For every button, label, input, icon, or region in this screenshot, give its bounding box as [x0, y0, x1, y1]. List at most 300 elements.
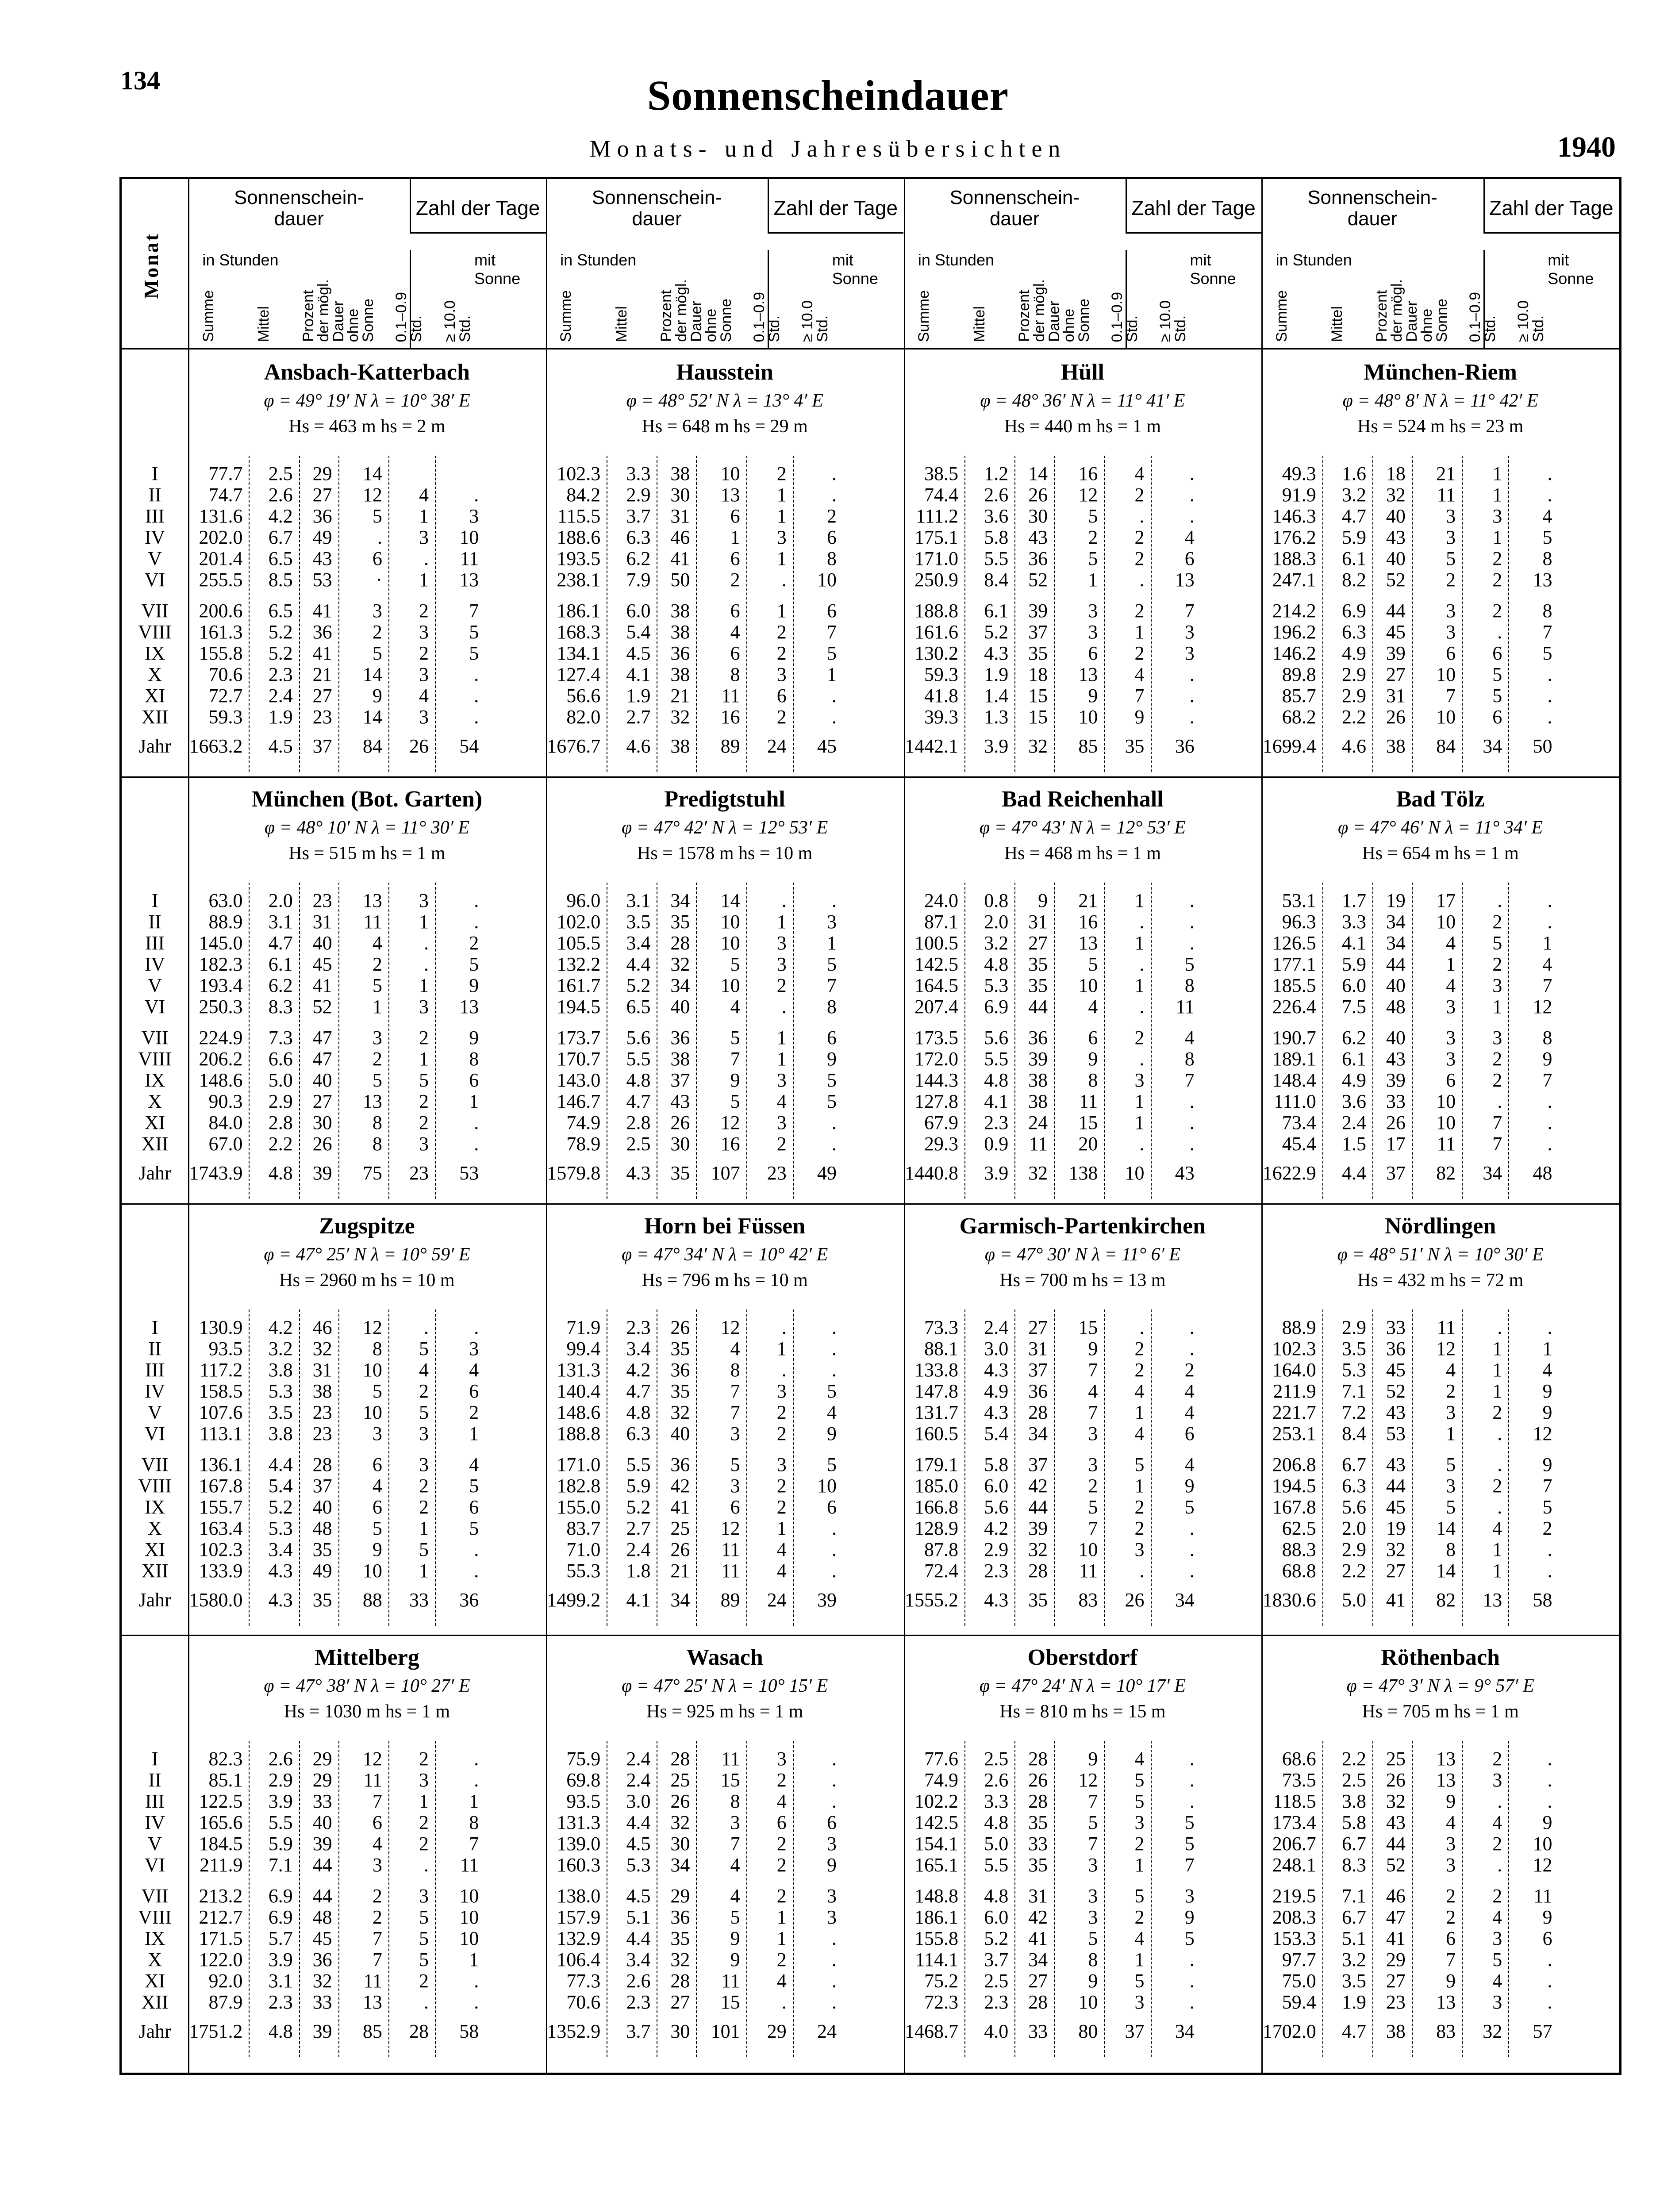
header-ohne-sonne: ohne Sonne [1418, 298, 1450, 342]
table-cell: 29 [767, 2020, 787, 2042]
table-cell: 6.2 [626, 548, 651, 569]
table-cell: 7 [1492, 1133, 1502, 1155]
table-cell: 1 [419, 1560, 429, 1582]
table-cell: 31 [1386, 685, 1406, 707]
table-cell: 2 [776, 1475, 787, 1497]
table-cell: . [781, 1359, 787, 1381]
table-cell: . [424, 548, 429, 569]
table-cell: 2 [419, 642, 429, 664]
station-coordinates: φ = 47° 3′ N λ = 9° 57′ E [1346, 1676, 1534, 1696]
table-cell: 115.5 [557, 505, 601, 527]
table-cell: 6 [469, 1496, 479, 1518]
table-cell: 39 [817, 1589, 837, 1611]
table-cell: 40 [670, 1423, 690, 1444]
table-cell: 27 [312, 1091, 332, 1112]
table-cell: 7 [730, 1402, 740, 1423]
table-cell: 46 [670, 526, 690, 548]
station-block [546, 1635, 904, 2062]
table-cell: . [1189, 1560, 1195, 1582]
table-cell: 6.5 [626, 996, 651, 1018]
table-cell: 7 [1184, 1854, 1195, 1876]
table-cell: 11 [1533, 1885, 1552, 1907]
table-cell: 7 [1446, 1949, 1456, 1970]
table-cell: 2 [419, 1112, 429, 1133]
month-label: Jahr [138, 1589, 171, 1611]
table-cell: 1 [1492, 1380, 1502, 1402]
table-cell: 127.4 [557, 664, 601, 685]
table-cell: 4.4 [626, 953, 651, 975]
table-cell: 4 [776, 1091, 787, 1112]
table-cell: 3.5 [1341, 1338, 1366, 1359]
table-cell: 24 [1028, 1112, 1048, 1133]
station-name: Horn bei Füssen [644, 1214, 806, 1239]
table-cell: 2.0 [1341, 1517, 1366, 1539]
table-cell: 45 [1386, 621, 1406, 643]
table-cell: 5 [1542, 642, 1552, 664]
table-cell: 9 [1184, 1475, 1195, 1497]
table-cell: 77.6 [924, 1748, 958, 1770]
table-cell: 1 [1446, 1423, 1456, 1444]
table-cell: 132.9 [557, 1928, 601, 1949]
table-cell: 3 [419, 1133, 429, 1155]
table-cell: 2 [1088, 526, 1098, 548]
table-cell: 37 [1028, 1359, 1048, 1381]
table-cell: 100.5 [914, 932, 958, 954]
table-cell: 45 [312, 1928, 332, 1949]
table-cell: 11 [1079, 1560, 1098, 1582]
table-cell: 15 [1028, 706, 1048, 728]
table-cell: . [832, 1359, 837, 1381]
table-cell: 43 [1386, 1454, 1406, 1475]
table-cell: 3 [419, 1885, 429, 1907]
table-cell: . [1547, 706, 1552, 728]
table-cell: 88.9 [208, 911, 243, 933]
table-cell: 83.7 [566, 1517, 601, 1539]
table-cell: 39 [312, 1162, 332, 1184]
header-summe: Summe [1273, 290, 1290, 342]
table-cell: . [1497, 1790, 1502, 1812]
table-cell: 5 [1542, 1496, 1552, 1518]
table-cell: 3.9 [984, 1162, 1009, 1184]
table-cell: 3 [419, 1454, 429, 1475]
table-cell: 75 [362, 1162, 382, 1184]
table-cell: 37 [670, 1069, 690, 1091]
table-cell: 3 [372, 1854, 382, 1876]
table-cell: 7 [1088, 1517, 1098, 1539]
table-cell: 6 [1184, 548, 1195, 569]
month-label: V [148, 1402, 162, 1423]
header-01-09: 0.1–0.9 Std. [1108, 292, 1141, 342]
table-cell: 6 [372, 1496, 382, 1518]
table-cell: 6 [730, 505, 740, 527]
table-cell: 3 [1492, 975, 1502, 996]
table-cell: 45 [1386, 1496, 1406, 1518]
header-in-stunden: in Stunden [918, 251, 994, 269]
table-cell: . [1497, 1854, 1502, 1876]
table-cell: 5 [372, 642, 382, 664]
table-cell: 3 [419, 890, 429, 911]
month-label: VI [144, 1854, 165, 1876]
table-cell: 25 [1386, 1748, 1406, 1770]
table-cell: . [832, 685, 837, 707]
table-cell: 3 [1446, 526, 1456, 548]
table-cell: 5 [1184, 1812, 1195, 1833]
table-cell: 7 [1542, 1069, 1552, 1091]
station-block [188, 776, 546, 1203]
table-cell: 4 [730, 1854, 740, 1876]
header-ohne-sonne: ohne Sonne [345, 298, 377, 342]
table-cell: 40 [312, 1812, 332, 1833]
page-year: 1940 [1557, 131, 1616, 163]
table-cell: 10 [720, 975, 740, 996]
table-cell: 34 [1175, 2020, 1195, 2042]
table-cell: . [474, 1112, 479, 1133]
table-cell: 5.2 [626, 1496, 651, 1518]
table-cell: 3 [1492, 505, 1502, 527]
table-cell: 7 [1088, 1402, 1098, 1423]
table-cell: 2.0 [268, 890, 293, 911]
table-cell: 6.0 [984, 1906, 1009, 1928]
table-cell: 5.5 [626, 1454, 651, 1475]
table-cell: 4 [1134, 463, 1145, 484]
table-cell: 39 [1386, 1069, 1406, 1091]
table-cell: 2 [1088, 1475, 1098, 1497]
header-10: ≥ 10.0 Std. [1157, 300, 1189, 342]
table-cell: 5 [469, 1475, 479, 1497]
table-cell: 5 [730, 1906, 740, 1928]
table-cell: 5.2 [268, 1496, 293, 1518]
table-cell: 34 [670, 1589, 690, 1611]
table-cell: 3.3 [984, 1790, 1009, 1812]
table-cell: 88.1 [924, 1338, 958, 1359]
table-cell: 2 [1492, 1833, 1502, 1855]
table-cell: 2.2 [1341, 1748, 1366, 1770]
table-cell: 59.3 [924, 664, 958, 685]
table-cell: 11 [363, 1970, 382, 1992]
table-cell: 2 [1492, 600, 1502, 622]
table-cell: 3.7 [626, 2020, 651, 2042]
header-sonnenschein: Sonnenschein- dauer [1307, 187, 1437, 230]
table-cell: 3 [1184, 621, 1195, 643]
table-cell: 3 [1492, 1928, 1502, 1949]
table-cell: 3 [776, 1380, 787, 1402]
table-cell: 7 [1542, 621, 1552, 643]
table-cell: 34 [1175, 1589, 1195, 1611]
month-label: I [151, 1748, 158, 1770]
table-cell: 117.2 [200, 1359, 243, 1381]
table-cell: 5.9 [268, 1833, 293, 1855]
table-cell: 4.8 [984, 1885, 1009, 1907]
table-cell: 40 [1386, 548, 1406, 569]
table-cell: 3 [827, 1833, 837, 1855]
header-prozent: Prozent der mögl. Dauer [657, 279, 705, 342]
table-cell: 4.4 [626, 1928, 651, 1949]
header-mit-sonne: mit Sonne [474, 251, 521, 288]
table-cell: 188.6 [557, 526, 601, 548]
station-coordinates: φ = 48° 52′ N λ = 13° 4′ E [626, 391, 823, 411]
table-cell: 1580.0 [189, 1589, 243, 1611]
station-name: Bad Tölz [1396, 787, 1485, 812]
table-cell: 5.0 [1341, 1589, 1366, 1611]
table-cell: 4.8 [984, 953, 1009, 975]
table-cell: 2 [372, 1048, 382, 1070]
table-cell: 11 [1437, 484, 1456, 506]
header-prozent: Prozent der mögl. Dauer [1373, 279, 1421, 342]
table-cell: 3 [1134, 1812, 1145, 1833]
table-cell: 2.6 [626, 1970, 651, 1992]
table-cell: 2 [1134, 484, 1145, 506]
header-01-09: 0.1–0.9 Std. [751, 292, 783, 342]
month-label: V [148, 975, 162, 996]
table-cell: 48 [1386, 996, 1406, 1018]
table-cell: 1.9 [626, 685, 651, 707]
table-cell: 4.8 [268, 1162, 293, 1184]
table-cell: 82.3 [208, 1748, 243, 1770]
table-cell: 85 [1078, 735, 1098, 757]
table-cell: . [1189, 484, 1195, 506]
month-label: IV [144, 1812, 165, 1833]
station-height: Hs = 524 m hs = 23 m [1357, 416, 1524, 437]
table-cell: 182.3 [199, 953, 243, 975]
table-cell: 40 [312, 1069, 332, 1091]
table-cell: 34 [1386, 911, 1406, 933]
table-cell: . [1547, 685, 1552, 707]
table-cell: 1 [1134, 890, 1145, 911]
table-cell: 2 [776, 642, 787, 664]
table-cell: 2 [827, 505, 837, 527]
table-cell: 7 [372, 1790, 382, 1812]
header-10: ≥ 10.0 Std. [799, 300, 831, 342]
table-cell: 3 [419, 996, 429, 1018]
table-cell: 6.9 [268, 1885, 293, 1907]
table-cell: 6.2 [1341, 1027, 1366, 1048]
table-cell: . [1497, 621, 1502, 643]
table-cell: 6 [827, 1812, 837, 1833]
table-cell: 4.7 [1341, 505, 1366, 527]
table-cell: 6 [730, 1496, 740, 1518]
table-cell: 1 [776, 1906, 787, 1928]
table-cell: . [1139, 1133, 1145, 1155]
table-cell: 4.5 [268, 735, 293, 757]
table-cell: 2.3 [268, 664, 293, 685]
table-cell: 7 [827, 621, 837, 643]
table-cell: 5 [1184, 1496, 1195, 1518]
table-cell: 5 [827, 1454, 837, 1475]
table-cell: 6 [1184, 1423, 1195, 1444]
table-cell: 186.1 [557, 600, 601, 622]
table-cell: 1702.0 [1262, 2020, 1316, 2042]
table-cell: 36 [670, 1359, 690, 1381]
table-cell: 190.7 [1272, 1027, 1316, 1048]
table-cell: 1 [776, 911, 787, 933]
table-cell: 74.7 [208, 484, 243, 506]
table-cell: 49.3 [1282, 463, 1316, 484]
table-cell: . [832, 1928, 837, 1949]
month-label: II [148, 1338, 161, 1359]
table-cell: . [1189, 1091, 1195, 1112]
table-cell: 5 [1088, 953, 1098, 975]
table-cell: 2.9 [1341, 685, 1366, 707]
month-label: I [151, 890, 158, 911]
header-in-stunden: in Stunden [1276, 251, 1352, 269]
table-cell: 6 [1088, 1027, 1098, 1048]
table-cell: 3 [827, 1906, 837, 1928]
table-cell: 36 [1175, 735, 1195, 757]
table-cell: 1.9 [984, 664, 1009, 685]
table-cell: 78.9 [566, 1133, 601, 1155]
table-cell: 9 [469, 975, 479, 996]
month-label: X [148, 1091, 162, 1112]
table-cell: 5.5 [268, 1812, 293, 1833]
table-cell: 9 [1088, 1048, 1098, 1070]
table-cell: 8.5 [268, 569, 293, 591]
table-cell: 107 [711, 1162, 740, 1184]
table-cell: 1 [469, 1423, 479, 1444]
table-cell: 12 [720, 1112, 740, 1133]
table-cell: 30 [670, 1833, 690, 1855]
table-cell: 3 [1446, 505, 1456, 527]
monat-header [122, 179, 188, 349]
table-cell: . [1139, 569, 1145, 591]
table-cell: . [1547, 1133, 1552, 1155]
table-cell: 9 [1088, 1970, 1098, 1992]
table-cell: 3 [1446, 996, 1456, 1018]
table-cell: 3 [469, 1338, 479, 1359]
table-cell: 6 [1542, 1928, 1552, 1949]
table-cell: 27 [1028, 1317, 1048, 1338]
table-cell: . [1189, 1539, 1195, 1560]
table-cell: 1468.7 [904, 2020, 958, 2042]
station-coordinates: φ = 47° 25′ N λ = 10° 15′ E [622, 1676, 828, 1696]
table-cell: 193.4 [199, 975, 243, 996]
table-cell: 56.6 [566, 685, 601, 707]
table-cell: 4.4 [1341, 1162, 1366, 1184]
table-cell: 5 [1184, 953, 1195, 975]
month-label: XII [141, 1133, 169, 1155]
column-header [904, 179, 1262, 349]
station-block [188, 1203, 546, 1630]
table-cell: 2.7 [626, 1517, 651, 1539]
table-cell: 38 [1028, 1091, 1048, 1112]
table-cell: 7 [1542, 1475, 1552, 1497]
table-cell: 165.1 [914, 1854, 958, 1876]
table-cell: 238.1 [557, 569, 601, 591]
table-cell: 26 [670, 1317, 690, 1338]
table-cell: 2 [776, 1423, 787, 1444]
month-label: XI [144, 1112, 165, 1133]
table-cell: 26 [670, 1112, 690, 1133]
month-label: III [145, 1790, 165, 1812]
station-height: Hs = 700 m hs = 13 m [999, 1270, 1166, 1290]
table-cell: 2 [1492, 569, 1502, 591]
table-cell: 3.0 [984, 1338, 1009, 1359]
table-cell: 77.7 [208, 463, 243, 484]
table-cell: 30 [312, 1112, 332, 1133]
table-cell: 1.9 [268, 706, 293, 728]
table-cell: 5.5 [626, 1048, 651, 1070]
table-cell: 147.8 [914, 1380, 958, 1402]
table-cell: 6 [730, 642, 740, 664]
month-label: X [148, 1949, 162, 1970]
table-cell: 1699.4 [1262, 735, 1316, 757]
table-cell: 160.3 [557, 1854, 601, 1876]
table-cell: 1 [469, 1091, 479, 1112]
table-cell: 30 [1028, 505, 1048, 527]
table-cell: 6.0 [984, 1475, 1009, 1497]
table-cell: 1 [730, 526, 740, 548]
table-cell: 2 [419, 1812, 429, 1833]
table-cell: 5.3 [268, 1380, 293, 1402]
month-label: II [148, 484, 161, 506]
header-sonnenschein: Sonnenschein- dauer [592, 187, 722, 230]
table-cell: 211.9 [200, 1854, 243, 1876]
table-cell: 5.4 [268, 1475, 293, 1497]
header-sonnenschein: Sonnenschein- dauer [234, 187, 364, 230]
table-cell: 185.0 [914, 1475, 958, 1497]
table-cell: 5.3 [268, 1517, 293, 1539]
table-cell: 6 [730, 548, 740, 569]
table-cell: 101 [711, 2020, 740, 2042]
table-cell: 2 [1492, 1475, 1502, 1497]
table-cell: 34 [1028, 1423, 1048, 1444]
table-cell: 38 [670, 1048, 690, 1070]
table-cell: 145.0 [199, 932, 243, 954]
table-cell: . [1189, 1133, 1195, 1155]
table-cell: 13 [1483, 1589, 1502, 1611]
table-cell: 171.0 [557, 1454, 601, 1475]
table-cell: . [474, 484, 479, 506]
table-cell: 13 [1533, 569, 1552, 591]
table-cell: 102.2 [914, 1790, 958, 1812]
table-cell: 32 [1386, 484, 1406, 506]
table-cell: 11 [721, 685, 740, 707]
table-cell: 24 [817, 2020, 837, 2042]
table-cell: 35 [1028, 953, 1048, 975]
month-label: IV [144, 526, 165, 548]
table-cell: 50 [670, 569, 690, 591]
table-cell: 5 [1134, 1970, 1145, 1992]
month-label: IV [144, 1380, 165, 1402]
table-cell: 6 [1492, 706, 1502, 728]
table-cell: 13 [362, 890, 382, 911]
month-label: IX [144, 1496, 165, 1518]
table-cell: 10 [459, 1906, 479, 1928]
table-cell: 8 [1542, 600, 1552, 622]
table-cell: 4.5 [626, 1833, 651, 1855]
table-cell: 31 [1028, 1885, 1048, 1907]
table-cell: 10 [1436, 706, 1456, 728]
header-mittel: Mittel [613, 306, 630, 342]
table-cell: . [1497, 890, 1502, 911]
header-prozent: Prozent der mögl. Dauer [300, 279, 347, 342]
table-cell: 23 [312, 1423, 332, 1444]
table-cell: 11 [363, 1769, 382, 1791]
table-cell: 5.0 [268, 1069, 293, 1091]
station-name: Nördlingen [1384, 1214, 1496, 1239]
table-cell: 39 [312, 1833, 332, 1855]
table-cell: 1 [419, 569, 429, 591]
station-name: Mittelberg [314, 1645, 419, 1670]
table-cell: . [1189, 1317, 1195, 1338]
table-cell: . [832, 1112, 837, 1133]
header-01-09: 0.1–0.9 Std. [393, 292, 425, 342]
station-coordinates: φ = 47° 42′ N λ = 12° 53′ E [622, 818, 828, 838]
table-cell: 75.2 [924, 1970, 958, 1992]
table-cell: 39 [312, 2020, 332, 2042]
table-cell: 34 [670, 890, 690, 911]
table-cell: 2 [372, 1885, 382, 1907]
table-cell: . [424, 1854, 429, 1876]
